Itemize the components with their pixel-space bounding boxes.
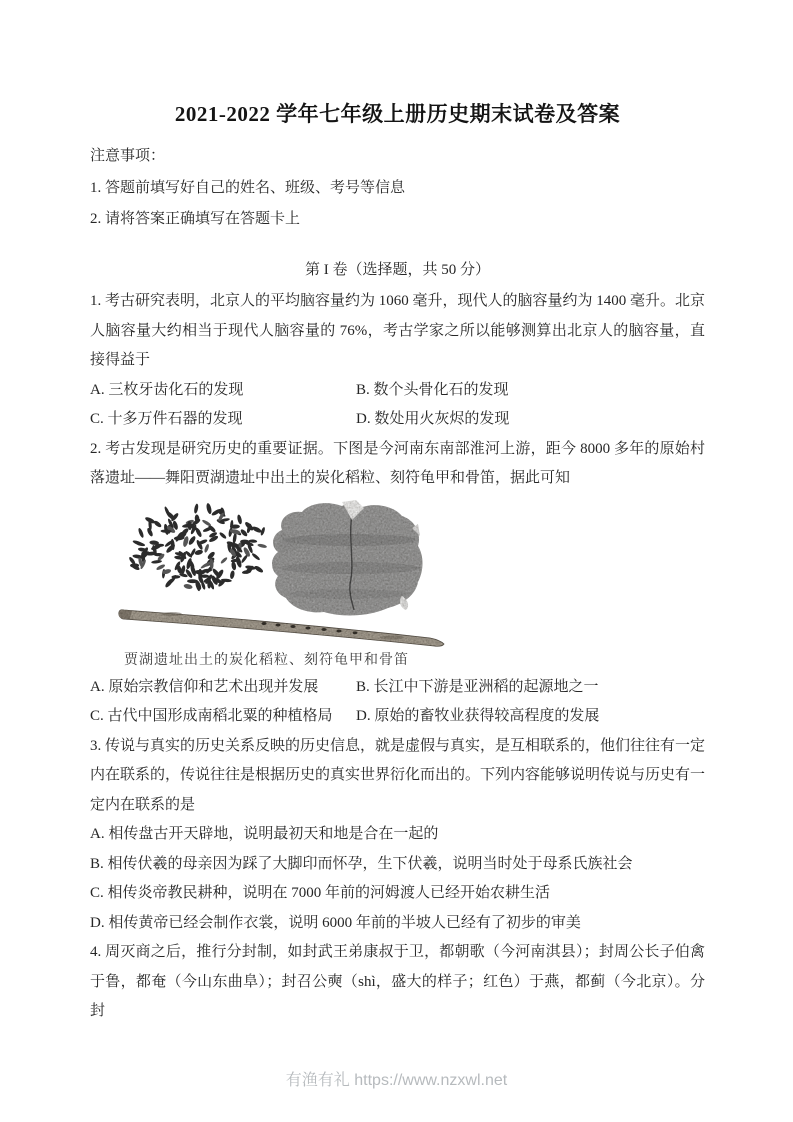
page-title: 2021-2022 学年七年级上册历史期末试卷及答案 — [174, 102, 621, 126]
question-3-option-a: A. 相传盘古开天辟地，说明最初天和地是合在一起的 — [90, 826, 439, 842]
footer-link[interactable] — [286, 1072, 507, 1089]
question-3-option-c: C. 相传炎帝教民耕种，说明在 7000 年前的河姆渡人已经开始农耕生活 — [90, 885, 551, 901]
bone-flute-image — [119, 609, 444, 646]
footer-site-name: 有渔有礼 — [285, 1072, 350, 1089]
artifacts-image — [112, 500, 452, 650]
question-2-option-c: C. 古代中国形成南稻北粟的种植格局 — [90, 708, 333, 724]
question-4-text: 4. 周灭商之后，推行分封制，如封武王弟康叔于卫，都朝歌（今河南淇县）；封周公长子伯禽于鲁，都奄（今山东曲阜）；封召公奭（shì，盛大的样子；红色）于燕，都蓟（今北京）。分封 — [90, 944, 705, 1019]
notice-heading: 注意事项： — [90, 148, 166, 164]
notice-item-2: 2. 请将答案正确填写在答题卡上 — [90, 211, 301, 227]
question-2-option-b: B. 长江中下游是亚洲稻的起源地之一 — [356, 678, 599, 695]
section-heading: 第 I 卷（选择题，共 50 分） — [305, 261, 490, 278]
question-3-options — [90, 820, 705, 938]
artifact-figure-caption: 贾湖遗址出土的炭化稻粒、刻符龟甲和骨笛 — [124, 652, 409, 668]
page-footer — [0, 1070, 793, 1092]
question-1-options — [90, 376, 705, 435]
question-2-text: 2. 考古发现是研究历史的重要证据。下图是今河南东南部淮河上游，距今 8000 多年的原始村落遗址——舞阳贾湖遗址中出土的炭化稻粒、刻符龟甲和骨笛，据此可知 — [90, 440, 705, 486]
artifact-figure — [112, 500, 705, 671]
notice-section — [90, 142, 705, 235]
question-3 — [90, 732, 705, 939]
tortoise-shell-image — [272, 500, 423, 615]
question-1-option-d: D. 数处用火灰烬的发现 — [356, 411, 510, 427]
question-2-options — [90, 673, 705, 732]
question-2-option-d: D. 原始的畜牧业获得较高程度的发展 — [356, 708, 600, 724]
question-3-option-b: B. 相传伏羲的母亲因为踩了大脚印而怀孕，生下伏羲，说明当时处于母系氏族社会 — [90, 855, 633, 872]
question-1-option-c: C. 十多万件石器的发现 — [90, 411, 243, 427]
question-1-option-a: A. 三枚牙齿化石的发现 — [90, 381, 244, 398]
carbonized-rice-grains-image — [128, 502, 267, 591]
question-2-option-a: A. 原始宗教信仰和艺术出现并发展 — [90, 678, 319, 695]
question-4 — [90, 938, 705, 1027]
footer-url: https://www.nzxwl.net — [354, 1072, 508, 1089]
notice-item-1: 1. 答题前填写好自己的姓名、班级、考号等信息 — [90, 179, 406, 196]
question-1-option-b: B. 数个头骨化石的发现 — [356, 381, 509, 398]
question-3-text: 3. 传说与真实的历史关系反映的历史信息，就是虚假与真实，是互相联系的，他们往往有一定内在联系的，传说往往是根据历史的真实世界衍化而出的。下列内容能够说明传说与历史有一定内在联系的是 — [90, 737, 706, 813]
question-2 — [90, 435, 705, 732]
question-1-text: 1. 考古研究表明，北京人的平均脑容量约为 1060 毫升，现代人的脑容量约为 1400 毫升。北京人脑容量大约相当于现代人脑容量的 76%，考古学家之所以能够测算出北京人的脑容量，直接得益于 — [90, 293, 706, 368]
question-3-option-d: D. 相传黄帝已经会制作衣裳，说明 6000 年前的半坡人已经有了初步的审美 — [90, 914, 581, 931]
question-1 — [90, 287, 705, 435]
